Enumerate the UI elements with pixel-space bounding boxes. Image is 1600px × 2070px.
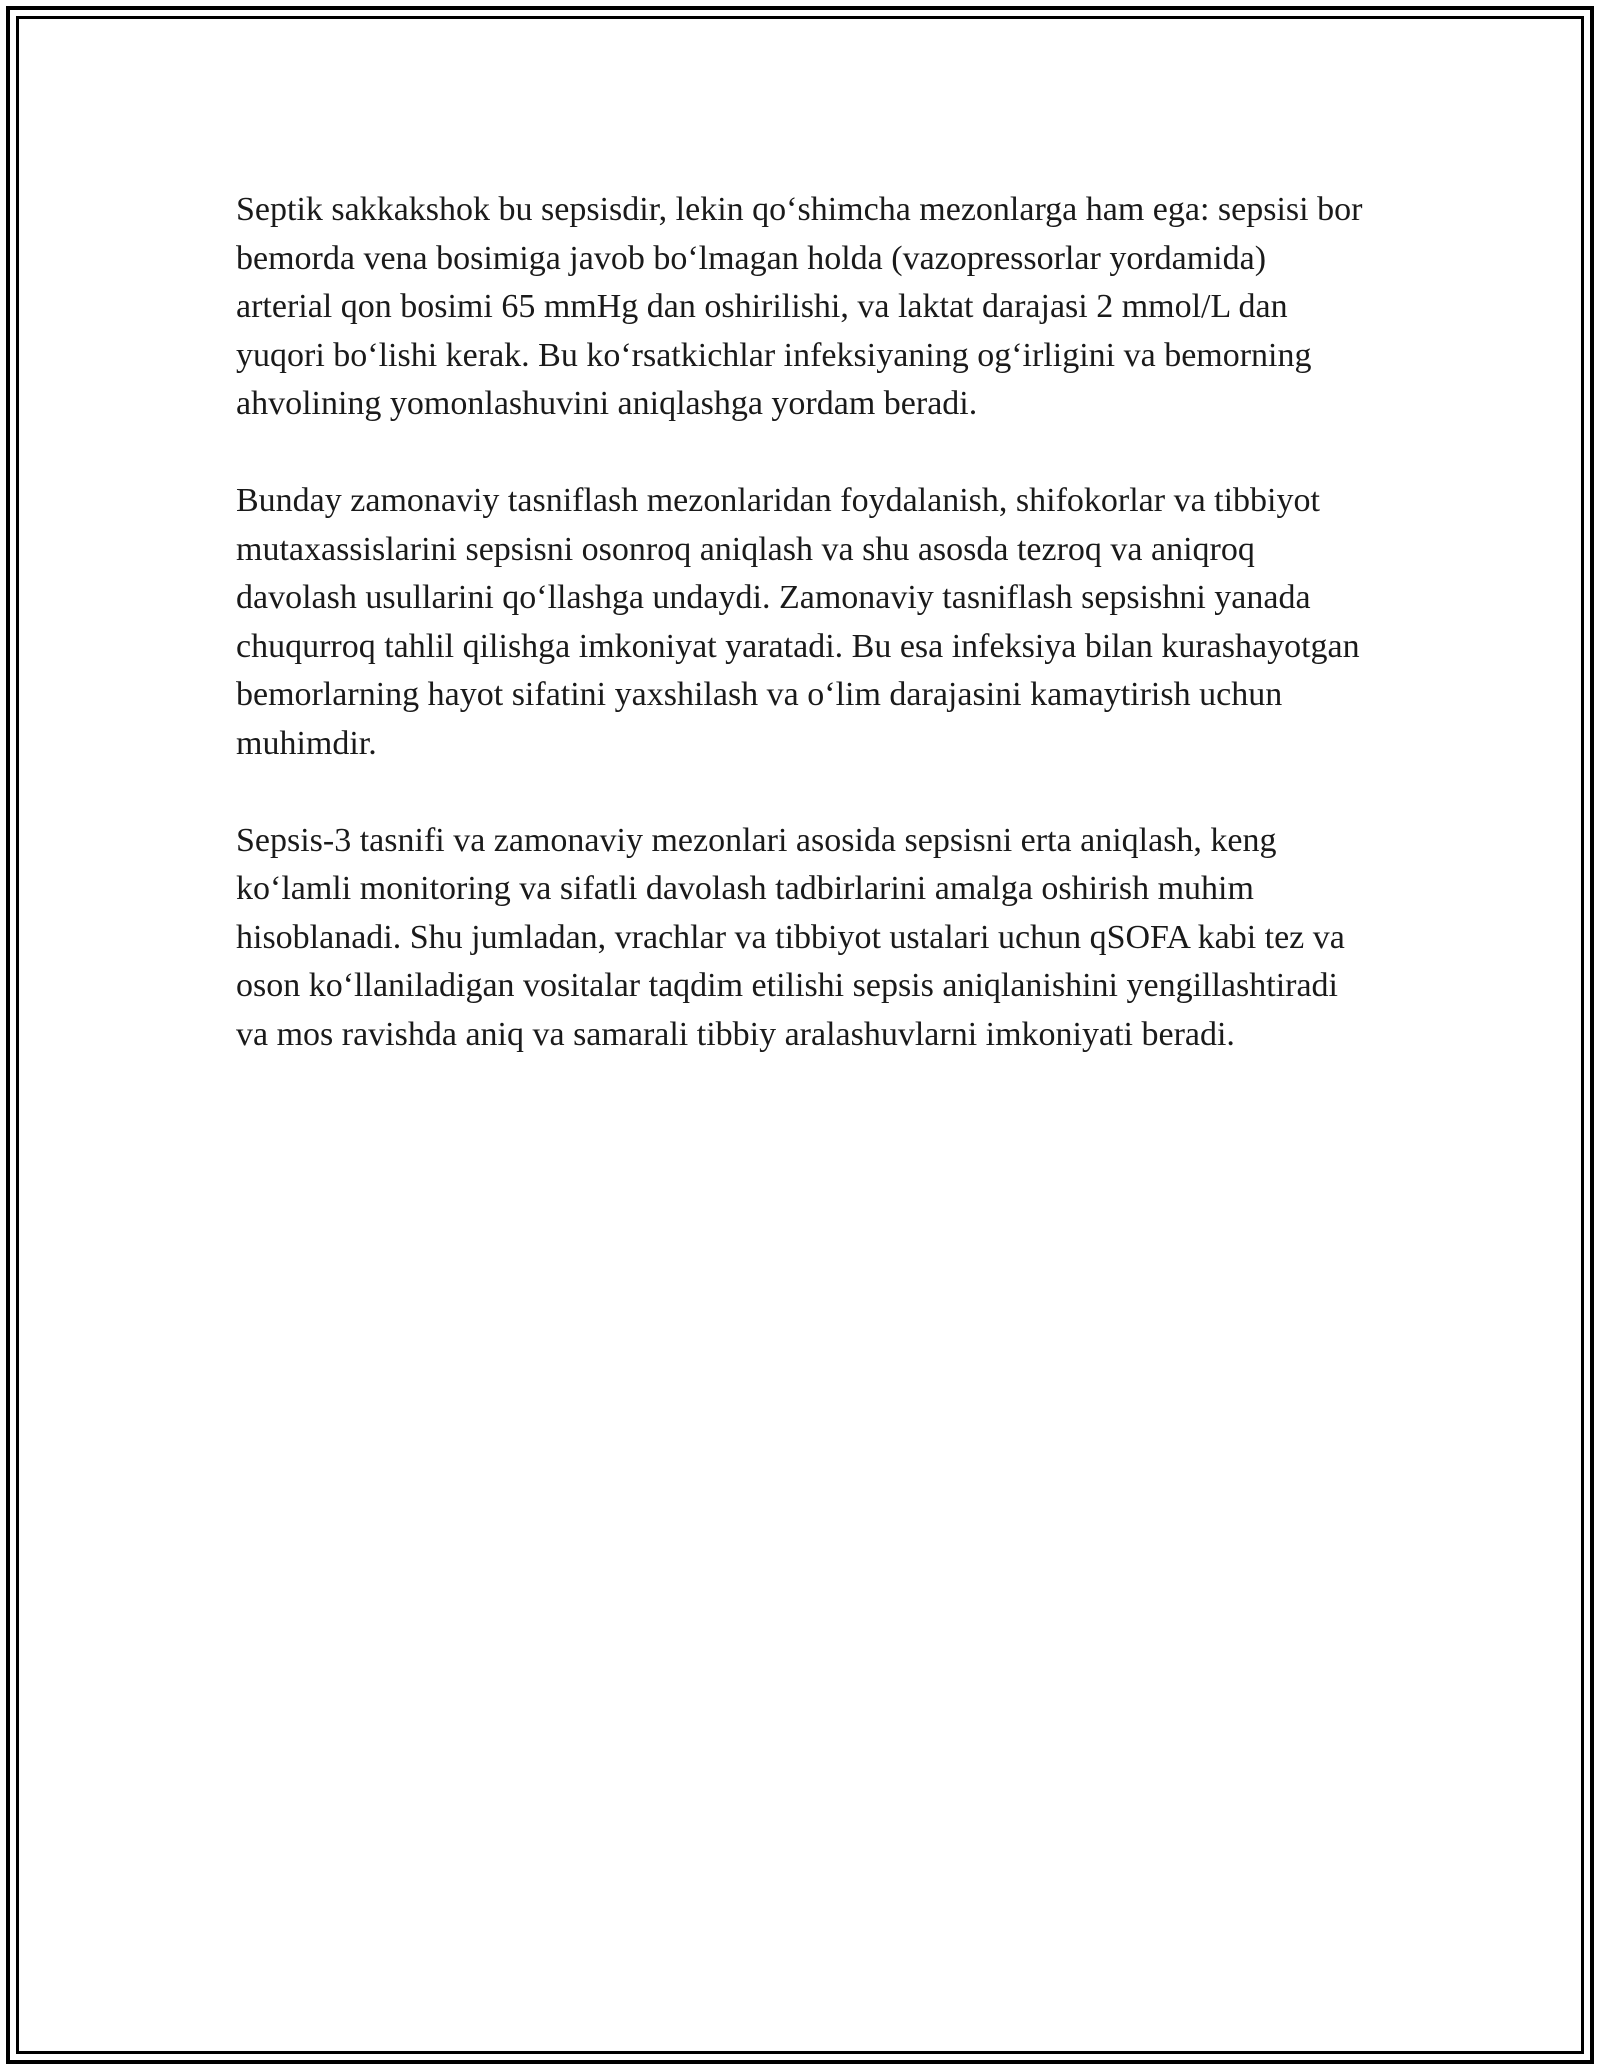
paragraph-sepsis-3: Sepsis-3 tasnifi va zamonaviy mezonlari asosida sepsisni erta aniqlash, keng ko‘lamli monitoring va sifatli davolash tadbirlarini amalga oshirish muhim hisoblanadi. Shu jumladan, vrachlar va tibbiyot ustalari uchun qSOFA kabi tez va oson ko‘llaniladigan vositalar taqdim etilishi sepsis aniqlanishini yengillashtiradi va mos ravishda aniq va samarali tibbiy aralashuvlarni imkoniyati beradi. (236, 821, 1345, 1053)
document-body (236, 186, 1366, 1108)
paragraph-modern-classification: Bunday zamonaviy tasniflash mezonlaridan foydalanish, shifokorlar va tibbiyot mutaxassislarini sepsisni osonroq aniqlash va shu asosda tezroq va aniqroq davolash usullarini qo‘llashga undaydi. Zamonaviy tasniflash sepsishni yanada chuqurroq tahlil qilishga imkoniyat yaratadi. Bu esa infeksiya bilan kurashayotgan bemorlarning hayot sifatini yaxshilash va o‘lim darajasini kamaytirish uchun muhimdir. (236, 481, 1360, 762)
paragraph-septic-shock: Septik sakkakshok bu sepsisdir, lekin qo‘shimcha mezonlarga ham ega: sepsisi bor bemorda vena bosimiga javob bo‘lmagan holda (vazopressorlar yordamida) arterial qon bosimi 65 mmHg dan oshirilishi, va laktat darajasi 2 mmol/L dan yuqori bo‘lishi kerak. Bu ko‘rsatkichlar infeksiyaning og‘irligini va bemorning ahvolining yomonlashuvini aniqlashga yordam beradi. (236, 191, 1363, 423)
